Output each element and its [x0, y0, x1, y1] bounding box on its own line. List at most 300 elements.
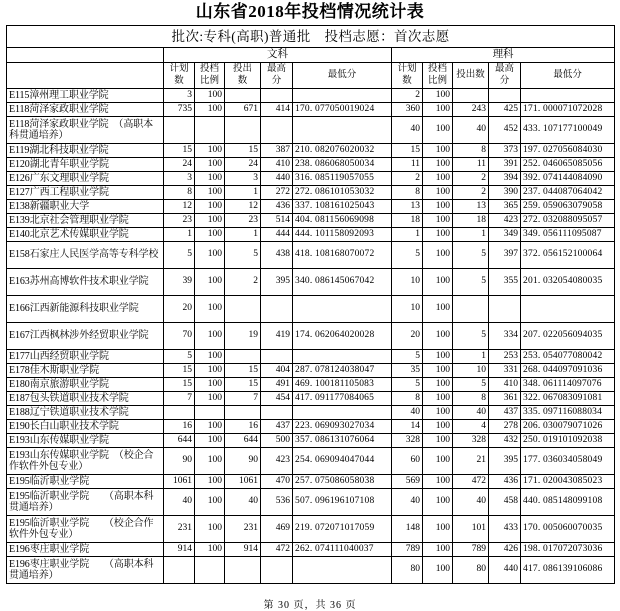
- arts-out-cell: 644: [225, 434, 261, 448]
- science-high-cell: 426: [489, 543, 521, 557]
- table-head: [7, 26, 615, 89]
- arts-low-cell: 223. 069093027034: [293, 420, 392, 434]
- arts-out-cell: [225, 557, 261, 584]
- science-high-cell: 397: [489, 242, 521, 269]
- page-title: 山东省2018年投档情况统计表: [195, 2, 425, 21]
- science-out-cell: 40: [453, 117, 489, 144]
- batch-header-row: [7, 26, 615, 48]
- science-low-cell: 250. 019101092038: [521, 434, 615, 448]
- science-low-cell: 170. 005060070035: [521, 516, 615, 543]
- arts-ratio-cell: 100: [195, 489, 225, 516]
- arts-ratio-cell: 100: [195, 158, 225, 172]
- science-plan-cell: 14: [392, 420, 423, 434]
- school-name-cell: E195临沂职业学院 （高职本科贯通培养）: [7, 489, 164, 516]
- arts-low-cell: 469. 100181105083: [293, 378, 392, 392]
- science-out-cell: 101: [453, 516, 489, 543]
- school-name-cell: E196枣庄职业学院: [7, 543, 164, 557]
- science-high-cell: 433: [489, 516, 521, 543]
- science-high-cell: 440: [489, 557, 521, 584]
- science-ratio-cell: 100: [423, 200, 453, 214]
- arts-ratio-cell: 100: [195, 172, 225, 186]
- science-ratio-cell: 100: [423, 350, 453, 364]
- arts-out-cell: 40: [225, 489, 261, 516]
- science-out-cell: 10: [453, 364, 489, 378]
- science-ratio-cell: 100: [423, 378, 453, 392]
- table-body: [7, 89, 615, 584]
- school-name-cell: E163苏州高博软件技术职业学院: [7, 269, 164, 296]
- arts-ratio-cell: 100: [195, 228, 225, 242]
- arts-high-cell: 410: [261, 158, 293, 172]
- table-row: [7, 448, 615, 475]
- table-row: [7, 228, 615, 242]
- science-ratio-cell: 100: [423, 296, 453, 323]
- science-ratio-cell: 100: [423, 144, 453, 158]
- science-low-cell: 201. 032054080035: [521, 269, 615, 296]
- arts-ratio-cell: 100: [195, 434, 225, 448]
- arts-out-cell: 914: [225, 543, 261, 557]
- science-out-cell: 8: [453, 144, 489, 158]
- arts-out-cell: 16: [225, 420, 261, 434]
- science-high-cell: 278: [489, 420, 521, 434]
- arts-ratio-cell: 100: [195, 516, 225, 543]
- column-header-row: [7, 63, 615, 89]
- science-low-cell: 198. 017072073036: [521, 543, 615, 557]
- table-row: [7, 296, 615, 323]
- arts-high-cell: 440: [261, 172, 293, 186]
- school-name-cell: E138新疆职业大学: [7, 200, 164, 214]
- science-low-cell: 348. 061114097076: [521, 378, 615, 392]
- science-plan-cell: 18: [392, 214, 423, 228]
- table-row: [7, 172, 615, 186]
- science-ratio-cell: 100: [423, 89, 453, 103]
- arts-plan-cell: [164, 117, 195, 144]
- school-name-cell: E188辽宁铁道职业技术学院: [7, 406, 164, 420]
- science-ratio-cell: 100: [423, 323, 453, 350]
- science-out-cell: 21: [453, 448, 489, 475]
- science-high-cell: 391: [489, 158, 521, 172]
- science-high-cell: 437: [489, 406, 521, 420]
- arts-plan-cell: 1: [164, 228, 195, 242]
- arts-plan-cell: 3: [164, 172, 195, 186]
- arts-low-cell: 417. 091177084065: [293, 392, 392, 406]
- school-name-cell: E180南京旅游职业学院: [7, 378, 164, 392]
- science-low-cell: 197. 027056084030: [521, 144, 615, 158]
- page-footer: 第 30 页，共 36 页: [263, 600, 357, 611]
- arts-plan-cell: 15: [164, 378, 195, 392]
- arts-ratio-cell: 100: [195, 186, 225, 200]
- arts-plan-cell: 16: [164, 420, 195, 434]
- science-low-cell: 349. 056111095087: [521, 228, 615, 242]
- table-row: [7, 117, 615, 144]
- arts-low-cell: 287. 078124038047: [293, 364, 392, 378]
- arts-high-cell: 387: [261, 144, 293, 158]
- school-name-cell: E120湖北青年职业学院: [7, 158, 164, 172]
- arts-low-cell: 262. 074111040037: [293, 543, 392, 557]
- science-high-cell: 410: [489, 378, 521, 392]
- science-ratio-cell: 100: [423, 406, 453, 420]
- table-row: [7, 420, 615, 434]
- science-high-cell: 458: [489, 489, 521, 516]
- header-science-high: 最高 分: [489, 63, 521, 89]
- arts-high-cell: 470: [261, 475, 293, 489]
- arts-out-cell: 1: [225, 186, 261, 200]
- science-ratio-cell: 100: [423, 269, 453, 296]
- science-low-cell: 206. 030079071026: [521, 420, 615, 434]
- arts-low-cell: 257. 075086058038: [293, 475, 392, 489]
- arts-plan-cell: 8: [164, 186, 195, 200]
- arts-plan-cell: 7: [164, 392, 195, 406]
- table-row: [7, 89, 615, 103]
- arts-high-cell: 536: [261, 489, 293, 516]
- arts-ratio-cell: 100: [195, 89, 225, 103]
- science-high-cell: 452: [489, 117, 521, 144]
- arts-low-cell: 272. 086101053032: [293, 186, 392, 200]
- science-plan-cell: 148: [392, 516, 423, 543]
- table-row: [7, 158, 615, 172]
- arts-ratio-cell: 100: [195, 200, 225, 214]
- school-header: [7, 63, 164, 89]
- arts-high-cell: 419: [261, 323, 293, 350]
- arts-out-cell: 15: [225, 144, 261, 158]
- science-ratio-cell: 100: [423, 543, 453, 557]
- admission-statistics-table: [6, 25, 615, 584]
- science-out-cell: 1: [453, 228, 489, 242]
- science-high-cell: [489, 296, 521, 323]
- arts-low-cell: 507. 096196107108: [293, 489, 392, 516]
- science-out-cell: 8: [453, 392, 489, 406]
- science-low-cell: 335. 097116088034: [521, 406, 615, 420]
- science-out-cell: 40: [453, 406, 489, 420]
- school-name-cell: E118菏泽家政职业学院: [7, 103, 164, 117]
- science-out-cell: [453, 296, 489, 323]
- arts-ratio-cell: [195, 557, 225, 584]
- arts-high-cell: 500: [261, 434, 293, 448]
- science-ratio-cell: 100: [423, 242, 453, 269]
- science-plan-cell: 40: [392, 117, 423, 144]
- science-plan-cell: 40: [392, 489, 423, 516]
- science-ratio-cell: 100: [423, 489, 453, 516]
- arts-high-cell: 444: [261, 228, 293, 242]
- science-plan-cell: 8: [392, 392, 423, 406]
- arts-high-cell: 395: [261, 269, 293, 296]
- arts-high-cell: 472: [261, 543, 293, 557]
- arts-ratio-cell: [195, 406, 225, 420]
- arts-plan-cell: 70: [164, 323, 195, 350]
- arts-out-cell: 3: [225, 172, 261, 186]
- arts-low-cell: [293, 296, 392, 323]
- science-ratio-cell: 100: [423, 158, 453, 172]
- arts-low-cell: 316. 085119057055: [293, 172, 392, 186]
- school-name-cell: E140北京艺术传媒职业学院: [7, 228, 164, 242]
- table-row: [7, 378, 615, 392]
- arts-out-cell: 1: [225, 228, 261, 242]
- science-plan-cell: 11: [392, 158, 423, 172]
- arts-high-cell: 491: [261, 378, 293, 392]
- arts-low-cell: 357. 086131076064: [293, 434, 392, 448]
- arts-low-cell: 404. 081156069098: [293, 214, 392, 228]
- arts-plan-cell: 3: [164, 89, 195, 103]
- science-low-cell: [521, 89, 615, 103]
- science-out-cell: 328: [453, 434, 489, 448]
- header-arts-plan: 计划 数: [164, 63, 195, 89]
- arts-plan-cell: 39: [164, 269, 195, 296]
- science-out-cell: [453, 89, 489, 103]
- science-out-cell: 243: [453, 103, 489, 117]
- arts-low-cell: 337. 108161025043: [293, 200, 392, 214]
- school-name-cell: E187包头铁道职业技术学院: [7, 392, 164, 406]
- arts-low-cell: [293, 89, 392, 103]
- arts-ratio-cell: 100: [195, 103, 225, 117]
- arts-ratio-cell: 100: [195, 475, 225, 489]
- arts-out-cell: 2: [225, 269, 261, 296]
- science-low-cell: 372. 056152100064: [521, 242, 615, 269]
- arts-high-cell: 436: [261, 200, 293, 214]
- science-high-cell: 423: [489, 214, 521, 228]
- science-out-cell: 80: [453, 557, 489, 584]
- header-science-out: 投出数: [453, 63, 489, 89]
- arts-ratio-cell: [195, 117, 225, 144]
- table-row: [7, 364, 615, 378]
- science-plan-cell: 1: [392, 228, 423, 242]
- science-low-cell: 272. 032088095057: [521, 214, 615, 228]
- science-high-cell: 394: [489, 172, 521, 186]
- arts-out-cell: 24: [225, 158, 261, 172]
- science-plan-cell: 5: [392, 350, 423, 364]
- arts-plan-cell: 40: [164, 489, 195, 516]
- science-ratio-cell: 100: [423, 516, 453, 543]
- science-plan-cell: 8: [392, 186, 423, 200]
- header-arts-low: 最低分: [293, 63, 392, 89]
- arts-high-cell: 469: [261, 516, 293, 543]
- science-out-cell: 789: [453, 543, 489, 557]
- science-low-cell: 237. 044087064042: [521, 186, 615, 200]
- header-arts-high: 最高 分: [261, 63, 293, 89]
- school-name-cell: E167江西枫林涉外经贸职业学院: [7, 323, 164, 350]
- arts-ratio-cell: 100: [195, 350, 225, 364]
- school-name-cell: E126广东文理职业学院: [7, 172, 164, 186]
- arts-ratio-cell: 100: [195, 543, 225, 557]
- science-low-cell: 252. 046065085056: [521, 158, 615, 172]
- science-ratio-cell: 100: [423, 103, 453, 117]
- arts-ratio-cell: 100: [195, 214, 225, 228]
- table-row: [7, 557, 615, 584]
- header-arts-ratio: 投档 比例: [195, 63, 225, 89]
- science-low-cell: 433. 107177100049: [521, 117, 615, 144]
- table-row: [7, 200, 615, 214]
- arts-plan-cell: 5: [164, 350, 195, 364]
- arts-out-cell: 90: [225, 448, 261, 475]
- arts-out-cell: 231: [225, 516, 261, 543]
- science-plan-cell: 5: [392, 242, 423, 269]
- arts-plan-cell: 15: [164, 144, 195, 158]
- science-low-cell: 440. 085148099108: [521, 489, 615, 516]
- table-row: [7, 323, 615, 350]
- table-row: [7, 350, 615, 364]
- subject-group-row: [7, 48, 615, 63]
- header-arts-out: 投出 数: [225, 63, 261, 89]
- arts-high-cell: [261, 117, 293, 144]
- arts-plan-cell: [164, 406, 195, 420]
- science-plan-cell: 13: [392, 200, 423, 214]
- science-low-cell: 171. 000071072028: [521, 103, 615, 117]
- arts-high-cell: 437: [261, 420, 293, 434]
- arts-plan-cell: 735: [164, 103, 195, 117]
- table-row: [7, 242, 615, 269]
- science-high-cell: 355: [489, 269, 521, 296]
- arts-ratio-cell: 100: [195, 242, 225, 269]
- science-plan-cell: 15: [392, 144, 423, 158]
- school-name-cell: E178佳木斯职业学院: [7, 364, 164, 378]
- arts-ratio-cell: 100: [195, 269, 225, 296]
- arts-high-cell: 454: [261, 392, 293, 406]
- science-out-cell: 5: [453, 323, 489, 350]
- arts-high-cell: 272: [261, 186, 293, 200]
- arts-low-cell: 340. 086145067042: [293, 269, 392, 296]
- school-name-cell: E190长白山职业技术学院: [7, 420, 164, 434]
- science-low-cell: 171. 020043085023: [521, 475, 615, 489]
- science-high-cell: 432: [489, 434, 521, 448]
- arts-ratio-cell: 100: [195, 378, 225, 392]
- arts-out-cell: 1061: [225, 475, 261, 489]
- arts-plan-cell: 5: [164, 242, 195, 269]
- table-row: [7, 186, 615, 200]
- science-high-cell: 361: [489, 392, 521, 406]
- table-row: [7, 489, 615, 516]
- science-plan-cell: 10: [392, 269, 423, 296]
- science-plan-cell: 40: [392, 406, 423, 420]
- science-out-cell: 2: [453, 186, 489, 200]
- science-high-cell: [489, 89, 521, 103]
- science-ratio-cell: 100: [423, 186, 453, 200]
- science-ratio-cell: 100: [423, 172, 453, 186]
- arts-high-cell: [261, 406, 293, 420]
- arts-low-cell: [293, 350, 392, 364]
- science-plan-cell: 10: [392, 296, 423, 323]
- header-science-low: 最低分: [521, 63, 615, 89]
- arts-out-cell: 12: [225, 200, 261, 214]
- science-out-cell: 472: [453, 475, 489, 489]
- arts-out-cell: [225, 350, 261, 364]
- school-column-spacer: [7, 48, 164, 63]
- arts-out-cell: 23: [225, 214, 261, 228]
- science-high-cell: 365: [489, 200, 521, 214]
- arts-plan-cell: 1061: [164, 475, 195, 489]
- arts-low-cell: 170. 077050019024: [293, 103, 392, 117]
- arts-low-cell: 444. 101158092093: [293, 228, 392, 242]
- header-science-plan: 计划 数: [392, 63, 423, 89]
- arts-plan-cell: 644: [164, 434, 195, 448]
- arts-high-cell: [261, 89, 293, 103]
- table-row: [7, 214, 615, 228]
- arts-low-cell: 174. 062064020028: [293, 323, 392, 350]
- table-row: [7, 392, 615, 406]
- group-header-arts: 文科: [164, 48, 392, 63]
- arts-plan-cell: 15: [164, 364, 195, 378]
- science-plan-cell: 569: [392, 475, 423, 489]
- table-row: [7, 144, 615, 158]
- arts-ratio-cell: 100: [195, 323, 225, 350]
- arts-ratio-cell: 100: [195, 296, 225, 323]
- science-high-cell: 373: [489, 144, 521, 158]
- science-high-cell: 425: [489, 103, 521, 117]
- science-out-cell: 13: [453, 200, 489, 214]
- science-plan-cell: 789: [392, 543, 423, 557]
- school-name-cell: E177山西经贸职业学院: [7, 350, 164, 364]
- science-plan-cell: 5: [392, 378, 423, 392]
- arts-out-cell: [225, 406, 261, 420]
- school-name-cell: E196枣庄职业学院 （高职本科贯通培养）: [7, 557, 164, 584]
- science-high-cell: 436: [489, 475, 521, 489]
- science-plan-cell: 80: [392, 557, 423, 584]
- table-row: [7, 406, 615, 420]
- table-row: [7, 269, 615, 296]
- school-name-cell: E127广西工程职业学院: [7, 186, 164, 200]
- arts-high-cell: 514: [261, 214, 293, 228]
- science-plan-cell: 35: [392, 364, 423, 378]
- science-low-cell: 259. 059063079058: [521, 200, 615, 214]
- school-name-cell: E139北京社会管理职业学院: [7, 214, 164, 228]
- science-high-cell: 390: [489, 186, 521, 200]
- arts-out-cell: [225, 117, 261, 144]
- arts-ratio-cell: 100: [195, 392, 225, 406]
- school-name-cell: E115漳州理工职业学院: [7, 89, 164, 103]
- science-high-cell: 331: [489, 364, 521, 378]
- school-name-cell: E119湖北科技职业学院: [7, 144, 164, 158]
- header-science-ratio: 投档 比例: [423, 63, 453, 89]
- arts-out-cell: 19: [225, 323, 261, 350]
- science-high-cell: 253: [489, 350, 521, 364]
- arts-out-cell: 671: [225, 103, 261, 117]
- science-low-cell: 322. 067083091081: [521, 392, 615, 406]
- arts-low-cell: [293, 406, 392, 420]
- arts-low-cell: [293, 117, 392, 144]
- arts-out-cell: [225, 296, 261, 323]
- arts-out-cell: 7: [225, 392, 261, 406]
- science-high-cell: 395: [489, 448, 521, 475]
- arts-plan-cell: [164, 557, 195, 584]
- science-ratio-cell: 100: [423, 448, 453, 475]
- science-out-cell: 5: [453, 242, 489, 269]
- table-row: [7, 516, 615, 543]
- science-out-cell: 5: [453, 269, 489, 296]
- science-plan-cell: 2: [392, 89, 423, 103]
- arts-plan-cell: 20: [164, 296, 195, 323]
- table-row: [7, 434, 615, 448]
- arts-high-cell: [261, 350, 293, 364]
- science-ratio-cell: 100: [423, 392, 453, 406]
- science-out-cell: 5: [453, 378, 489, 392]
- science-low-cell: 268. 044097091036: [521, 364, 615, 378]
- science-out-cell: 11: [453, 158, 489, 172]
- arts-low-cell: 219. 072071017059: [293, 516, 392, 543]
- science-ratio-cell: 100: [423, 364, 453, 378]
- school-name-cell: E118菏泽家政职业学院 （高职本科贯通培养）: [7, 117, 164, 144]
- school-name-cell: E195临沂职业学院: [7, 475, 164, 489]
- science-out-cell: 4: [453, 420, 489, 434]
- science-ratio-cell: 100: [423, 557, 453, 584]
- arts-plan-cell: 90: [164, 448, 195, 475]
- science-ratio-cell: 100: [423, 420, 453, 434]
- science-plan-cell: 360: [392, 103, 423, 117]
- science-out-cell: 2: [453, 172, 489, 186]
- science-low-cell: [521, 296, 615, 323]
- science-ratio-cell: 100: [423, 117, 453, 144]
- school-name-cell: E193山东传媒职业学院 （校企合作软件外包专业）: [7, 448, 164, 475]
- arts-plan-cell: 914: [164, 543, 195, 557]
- arts-low-cell: 254. 069094047044: [293, 448, 392, 475]
- arts-high-cell: [261, 557, 293, 584]
- arts-high-cell: 414: [261, 103, 293, 117]
